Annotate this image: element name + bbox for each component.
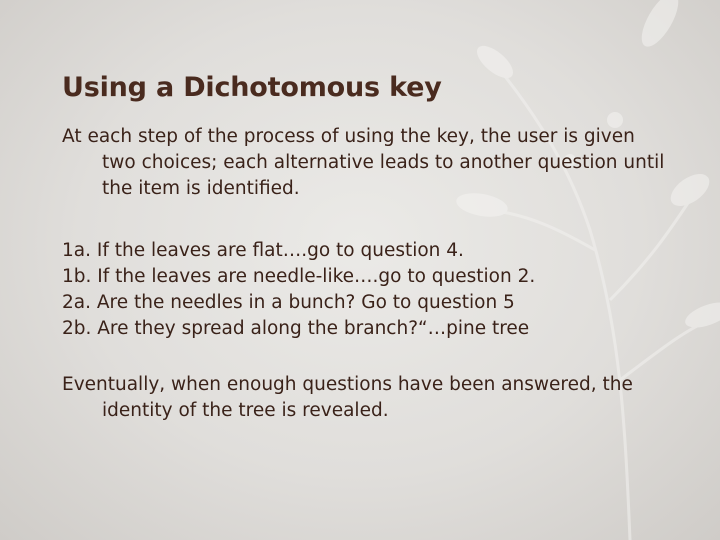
conclusion-paragraph: Eventually, when enough questions have been answered, the identity of the tree is revealed.: [62, 374, 633, 421]
key-step-1b: 1b. If the leaves are needle-like….go to question 2.: [62, 266, 536, 287]
slide-title: Using a Dichotomous key: [62, 72, 442, 103]
key-step-2b: 2b. Are they spread along the branch?“…pine tree: [62, 318, 530, 339]
key-step-2a: 2a. Are the needles in a bunch? Go to question 5: [62, 292, 515, 313]
slide-body: [62, 124, 672, 424]
intro-paragraph: At each step of the process of using the key, the user is given two choices; each alternative leads to another question until the item is identified.: [62, 126, 665, 199]
key-step-1a: 1a. If the leaves are flat….go to question 4.: [62, 240, 464, 261]
